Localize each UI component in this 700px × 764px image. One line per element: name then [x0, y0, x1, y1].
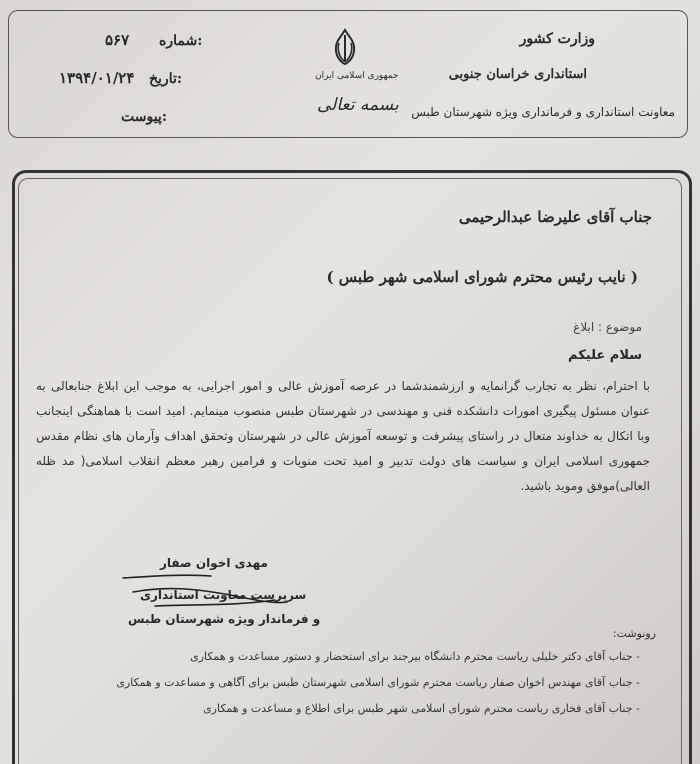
number-value: ۵۶۷	[105, 31, 130, 49]
copy-item: - جناب آقای فخاری ریاست محترم شورای اسلامی شهر طبس برای اطلاع و مساعدت و همکاری	[203, 702, 640, 715]
greeting: سلام علیکم	[568, 348, 642, 363]
date-label: تاریخ:	[149, 71, 183, 87]
signatory-name: مهدی اخوان صفار	[160, 556, 268, 570]
copies-heading: رونوشت:	[612, 627, 656, 640]
emblem-caption: جمهوری اسلامی ایران	[315, 71, 399, 81]
subject-line: موضوع : ابلاغ	[573, 320, 642, 334]
iran-emblem-icon	[327, 27, 363, 67]
letter-body: با احترام، نظر به تجارب گرانمایه و ارزشمندشما در عرصه آموزش عالی و امور اجرایی، به موجب این ابلاغ جنابعالی به عنوان مسئول پیگیری امورات دانشکده فنی و مهندسی در شهرستان طبس منصوب مینمایم. امید است با هماهنگی اینجانب وبا اتکال به خداوند متعال در راستای پیشرفت و توسعه آموزش عالی در شهرستان وتحقق اهداف وآرمان های نظام مقدس جمهوری اسلامی ایران و سیاست های دولت تدبیر و امید تحت منویات و فرامین رهبر معظم انقلاب اسلامی( مد ظله العالی)موفق وموید باشید.	[36, 379, 650, 493]
attachment-label: پیوست:	[121, 109, 168, 125]
signatory-title-2: و فرماندار ویژه شهرستان طبس	[128, 612, 321, 626]
province-name: استانداری خراسان جنوبی	[448, 67, 587, 82]
date-value: ۱۳۹۴/۰۱/۲۴	[59, 69, 135, 87]
office-name: معاونت استانداری و فرمانداری ویژه شهرستان طبس	[411, 105, 675, 119]
letterhead	[8, 10, 688, 138]
signatory-title-1: سرپرست معاونت استانداری	[140, 588, 307, 602]
copy-item: - جناب آقای مهندس اخوان صفار ریاست محترم شورای اسلامی شهرستان طبس برای آگاهی و مساعدت و همکاری	[116, 676, 640, 689]
ministry-name: وزارت کشور	[519, 31, 595, 47]
recipient-title: ( نایب رئیس محترم شورای اسلامی شهر طبس )	[326, 268, 638, 286]
basmala: بسمه تعالی	[317, 95, 399, 115]
copy-item: - جناب آقای دکتر خلیلی ریاست محترم دانشگاه بیرجند برای استحضار و دستور مساعدت و همکاری	[190, 650, 640, 663]
number-label: شماره:	[159, 33, 203, 49]
recipient-name: جناب آقای علیرضا عبدالرحیمی	[458, 208, 652, 226]
